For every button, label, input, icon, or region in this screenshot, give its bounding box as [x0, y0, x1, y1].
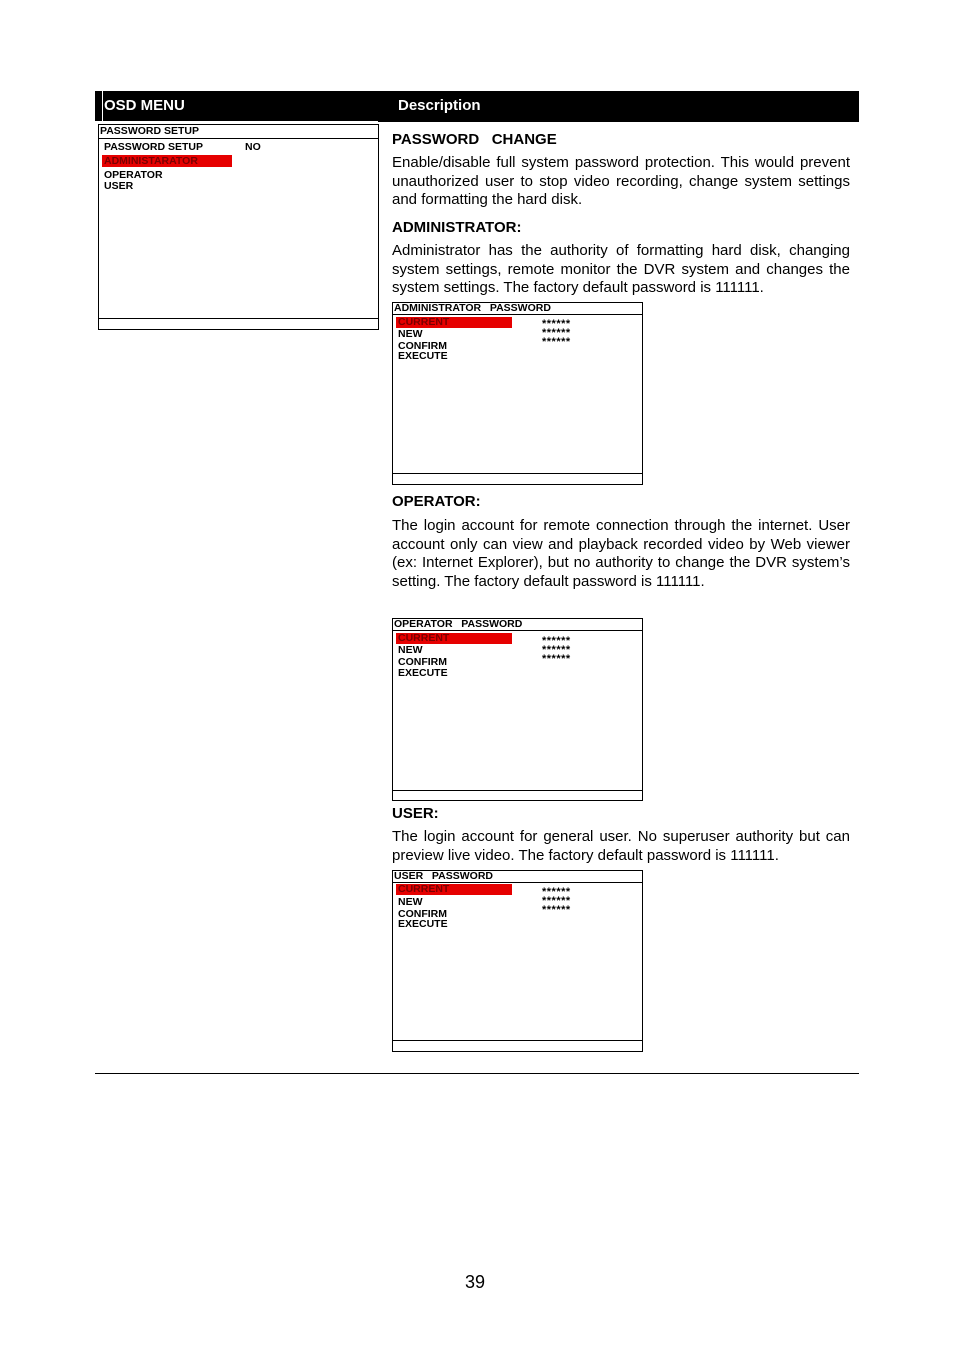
password-mask-current: ******	[542, 635, 571, 647]
osd-item-execute[interactable]: EXECUTE	[398, 350, 448, 362]
osd-bottom-divider	[393, 473, 642, 474]
table-bottom-rule	[95, 1073, 859, 1074]
osd-title: ADMINISTRATOR PASSWORD	[394, 302, 551, 314]
header-underline	[378, 121, 859, 122]
osd-item-confirm[interactable]: CONFIRM	[398, 656, 447, 668]
osd-item-administrator[interactable]: ADMINISTARATOR	[104, 155, 198, 167]
osd-item-user[interactable]: USER	[104, 180, 134, 192]
osd-title: PASSWORD SETUP	[100, 125, 199, 137]
password-setup-osd	[98, 124, 379, 330]
osd-item-current[interactable]: CURRENT	[398, 883, 450, 895]
password-mask-confirm: ******	[542, 653, 571, 665]
osd-item-password-setup[interactable]: PASSWORD SETUP	[104, 141, 203, 153]
password-mask-new: ******	[542, 895, 571, 907]
password-mask-new: ******	[542, 644, 571, 656]
osd-item-confirm[interactable]: CONFIRM	[398, 908, 447, 920]
osd-item-new[interactable]: NEW	[398, 644, 423, 656]
administrator-heading: ADMINISTRATOR:	[392, 219, 522, 236]
osd-item-new[interactable]: NEW	[398, 896, 423, 908]
header-description: Description	[398, 97, 481, 114]
user-heading: USER:	[392, 805, 439, 822]
osd-item-password-setup-value: NO	[245, 141, 261, 153]
osd-item-execute[interactable]: EXECUTE	[398, 667, 448, 679]
osd-item-confirm[interactable]: CONFIRM	[398, 340, 447, 352]
osd-bottom-divider	[393, 1040, 642, 1041]
osd-item-current[interactable]: CURRENT	[398, 632, 450, 644]
user-text: The login account for general user. No superuser authority but can preview live video. The factory default password is 111111.	[392, 828, 850, 864]
password-change-text: Enable/disable full system password protection. This would prevent unauthorized user to stop video recording, change system settings and formatting the hard disk.	[392, 154, 850, 208]
administrator-password-osd	[392, 302, 643, 485]
osd-title-divider	[393, 630, 642, 631]
header-divider	[102, 91, 103, 121]
osd-item-current[interactable]: CURRENT	[398, 316, 450, 328]
password-mask-confirm: ******	[542, 904, 571, 916]
password-mask-current: ******	[542, 318, 571, 330]
operator-text: The login account for remote connection through the internet. User account only can view and playback recorded video by Web viewer (ex: Internet Explorer), but no authority to change the DVR system’s setting. The factory default password is 111111.	[392, 517, 850, 590]
osd-item-operator[interactable]: OPERATOR	[104, 169, 163, 181]
operator-heading: OPERATOR:	[392, 493, 481, 510]
osd-title: USER PASSWORD	[394, 870, 493, 882]
password-mask-current: ******	[542, 886, 571, 898]
osd-bottom-divider	[99, 318, 378, 319]
header-osd-menu: OSD MENU	[104, 97, 185, 114]
osd-title-divider	[393, 314, 642, 315]
password-change-heading: PASSWORD CHANGE	[392, 131, 557, 148]
osd-title: OPERATOR PASSWORD	[394, 618, 523, 630]
operator-password-osd	[392, 618, 643, 801]
osd-item-new[interactable]: NEW	[398, 328, 423, 340]
page-number: 39	[465, 1272, 486, 1292]
osd-item-execute[interactable]: EXECUTE	[398, 918, 448, 930]
user-password-osd	[392, 870, 643, 1052]
password-mask-confirm: ******	[542, 336, 571, 348]
administrator-text: Administrator has the authority of formatting hard disk, changing system settings, remote monitor the DVR system and changes the system settings. The factory default password is 111111.	[392, 242, 850, 296]
osd-bottom-divider	[393, 790, 642, 791]
password-mask-new: ******	[542, 327, 571, 339]
osd-title-divider	[99, 138, 378, 139]
